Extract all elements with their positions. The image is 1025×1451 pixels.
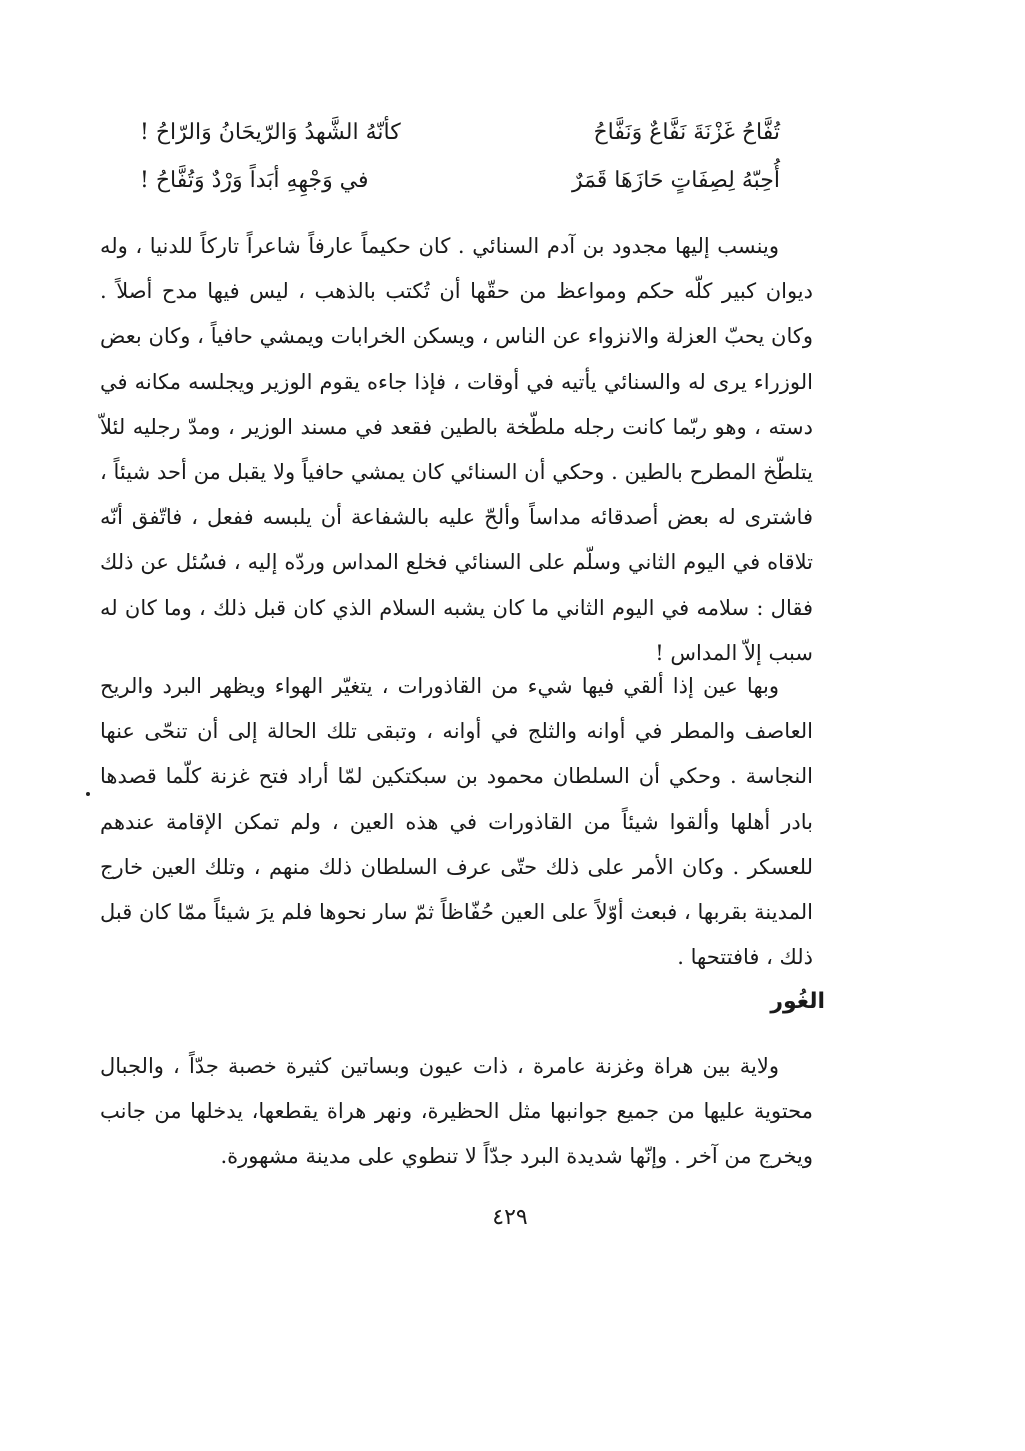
paragraph-spring: وبها عين إذا ألقي فيها شيء من القاذورات ، يتغيّر الهواء ويظهر البرد والريح العاصف والمطر في أوانه والثلج في أوانه ، وتبقى تلك الحالة إلى أن تنحّى عنها النجاسة . وحكي أن السلطان محمود بن سبكتكين لمّا أراد فتح غزنة كلّما قصدها بادر أهلها وألقوا شيئاً من القاذورات في هذه العين ، ولم تمكن الإقامة عندهم للعسكر . وكان الأمر على ذلك حتّى عرف السلطان ذلك منهم ، وتلك العين خارج المدينة بقربها ، فبعث أوّلاً على العين حُفّاظاً ثمّ سار نحوها فلم يرَ شيئاً ممّا كان قبل ذلك ، فافتتحها . bbox=[100, 674, 813, 970]
poem-verse bbox=[140, 118, 780, 148]
page-number: ٤٢٩ bbox=[492, 1205, 528, 1230]
verse-hemistich-left: في وَجْهِهِ أبَداً وَرْدٌ وَتُفَّاحُ ! bbox=[140, 168, 369, 193]
verse-hemistich-right: تُفَّاحُ غَزْنَةَ نَفَّاعٌ وَنَفَّاحُ bbox=[593, 120, 780, 145]
verse-hemistich-left: كأنّهُ الشَّهدُ وَالرّيحَانُ وَالرّاحُ ! bbox=[140, 120, 401, 145]
ink-speck bbox=[86, 792, 90, 796]
section-heading: الغُور bbox=[770, 989, 825, 1014]
verse-hemistich-right: أُحِبّهُ لِصِفَاتٍ حَازَهَا قَمَرٌ bbox=[571, 168, 780, 193]
paragraph-ghur: ولاية بين هراة وغزنة عامرة ، ذات عيون وبساتين كثيرة خصبة جدّاً ، والجبال محتوية عليها من جميع جوانبها مثل الحظيرة، ونهر هراة يقطعها، يدخلها من جانب ويخرج من آخر . وإنّها شديدة البرد جدّاً لا تنطوي على مدينة مشهورة. bbox=[100, 1054, 813, 1169]
poem-verse bbox=[140, 166, 780, 196]
paragraph-sanai: وينسب إليها مجدود بن آدم السنائي . كان حكيماً عارفاً شاعراً تاركاً للدنيا ، وله ديوان كبير كلّه حكم ومواعظ من حقّها أن تُكتب بالذهب ، ليس فيها مدح أصلاً . وكان يحبّ العزلة والانزواء عن الناس ، ويسكن الخرابات ويمشي حافياً ، وكان بعض الوزراء يرى له والسنائي يأتيه في أوقات ، فإذا جاءه يقوم الوزير ويجلسه مكانه في دسته ، وهو ربّما كانت رجله ملطّخة بالطين فقعد في مسند الوزير ، ومدّ رجليه لئلاّ يتلطّخ المطرح بالطين . وحكي أن السنائي كان يمشي حافياً ولا يقبل من أحد شيئاً ، فاشترى له بعض أصدقائه مداساً وألحّ عليه بالشفاعة أن يلبسه ففعل ، فاتّفق أنّه تلاقاه في اليوم الثاني وسلّم على السنائي فخلع المداس وردّه إليه ، فسُئل عن ذلك فقال : سلامه في اليوم الثاني ما كان يشبه السلام الذي كان قبل ذلك ، وما كان له سبب إلاّ المداس ! bbox=[100, 234, 814, 665]
